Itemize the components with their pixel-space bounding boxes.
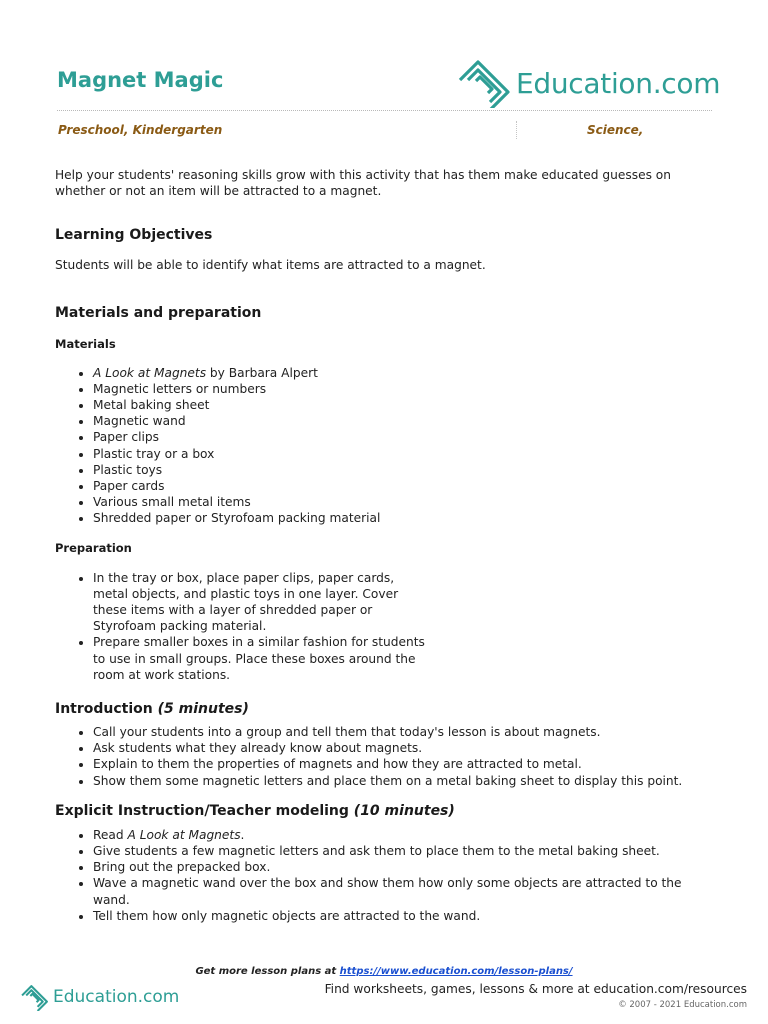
book-title: A Look at Magnets <box>127 827 241 842</box>
education-logo[interactable] <box>456 58 720 108</box>
list-item: • Paper clips <box>93 429 720 445</box>
list-item <box>93 827 720 843</box>
list-item: • Bring out the prepacked box. <box>93 859 720 875</box>
footer-tagline: Find worksheets, games, lessons & more at education.com/resources <box>324 982 747 996</box>
read-suffix: . <box>240 827 245 842</box>
education-com-logo-icon <box>20 983 50 1011</box>
list-item: • Metal baking sheet <box>93 397 720 413</box>
list-item: • Prepare smaller boxes in a similar fashion for students to use in small groups. Place these boxes around the room at work stations. <box>93 634 428 683</box>
materials-preparation-heading: Materials and preparation <box>55 304 262 321</box>
list-item: • Shredded paper or Styrofoam packing material <box>93 510 720 526</box>
preparation-list <box>55 570 428 683</box>
explicit-instruction-heading <box>55 802 720 820</box>
logo-wordmark: Education.com <box>516 66 721 100</box>
lesson-plans-link[interactable]: https://www.education.com/lesson-plans/ <box>339 966 573 977</box>
introduction-heading <box>55 700 720 718</box>
meta-divider <box>516 121 517 139</box>
grade-levels: Preschool, Kindergarten <box>58 123 223 137</box>
materials-list <box>55 365 720 527</box>
book-author: by Barbara Alpert <box>206 365 318 380</box>
learning-objectives-heading: Learning Objectives <box>55 227 213 244</box>
header-divider <box>57 110 712 111</box>
introduction-heading-text: Introduction <box>55 701 153 718</box>
footer-promo <box>0 966 768 977</box>
education-com-logo-icon <box>456 58 514 108</box>
lesson-content <box>55 167 720 924</box>
book-title: A Look at Magnets <box>93 365 207 380</box>
list-item: • Plastic tray or a box <box>93 446 720 462</box>
preparation-heading: Preparation <box>55 540 132 555</box>
materials-heading: Materials <box>55 336 116 351</box>
explicit-instruction-duration: (10 minutes) <box>353 802 455 819</box>
list-item: • Plastic toys <box>93 462 720 478</box>
footer-logo[interactable] <box>20 983 179 1011</box>
explicit-instruction-heading-text: Explicit Instruction/Teacher modeling <box>55 802 349 819</box>
list-item: • Give students a few magnetic letters and ask them to place them to the metal baking sheet. <box>93 843 720 859</box>
explicit-instruction-list <box>55 827 720 924</box>
list-item: • In the tray or box, place paper clips, paper cards, metal objects, and plastic toys in one layer. Cover these items with a layer of shredded paper or Styrofoam packing material. <box>93 570 428 635</box>
introduction-list <box>55 724 720 789</box>
list-item <box>93 365 720 381</box>
list-item: • Wave a magnetic wand over the box and show them how only some objects are attracted to the wand. <box>93 875 720 907</box>
list-item: • Call your students into a group and tell them that today's lesson is about magnets. <box>93 724 720 740</box>
list-item: • Magnetic wand <box>93 413 720 429</box>
learning-objectives-text: Students will be able to identify what items are attracted to a magnet. <box>55 258 486 273</box>
list-item: • Show them some magnetic letters and place them on a metal baking sheet to display this point. <box>93 773 720 789</box>
list-item: • Magnetic letters or numbers <box>93 381 720 397</box>
intro-paragraph: Help your students' reasoning skills grow with this activity that has them make educated guesses on whether or not an item will be attracted to a magnet. <box>55 168 671 199</box>
copyright: © 2007 - 2021 Education.com <box>618 1000 747 1010</box>
list-item: • Ask students what they already know about magnets. <box>93 740 720 756</box>
list-item: • Paper cards <box>93 478 720 494</box>
list-item: • Explain to them the properties of magnets and how they are attracted to metal. <box>93 756 720 772</box>
footer-promo-text: Get more lesson plans at <box>195 966 340 977</box>
list-item: • Tell them how only magnetic objects are attracted to the wand. <box>93 908 720 924</box>
subject: Science, <box>587 123 644 137</box>
introduction-duration: (5 minutes) <box>157 701 249 718</box>
list-item: • Various small metal items <box>93 494 720 510</box>
footer-logo-wordmark: Education.com <box>53 987 180 1007</box>
page-title: Magnet Magic <box>57 68 224 92</box>
read-prefix: Read <box>93 827 128 842</box>
